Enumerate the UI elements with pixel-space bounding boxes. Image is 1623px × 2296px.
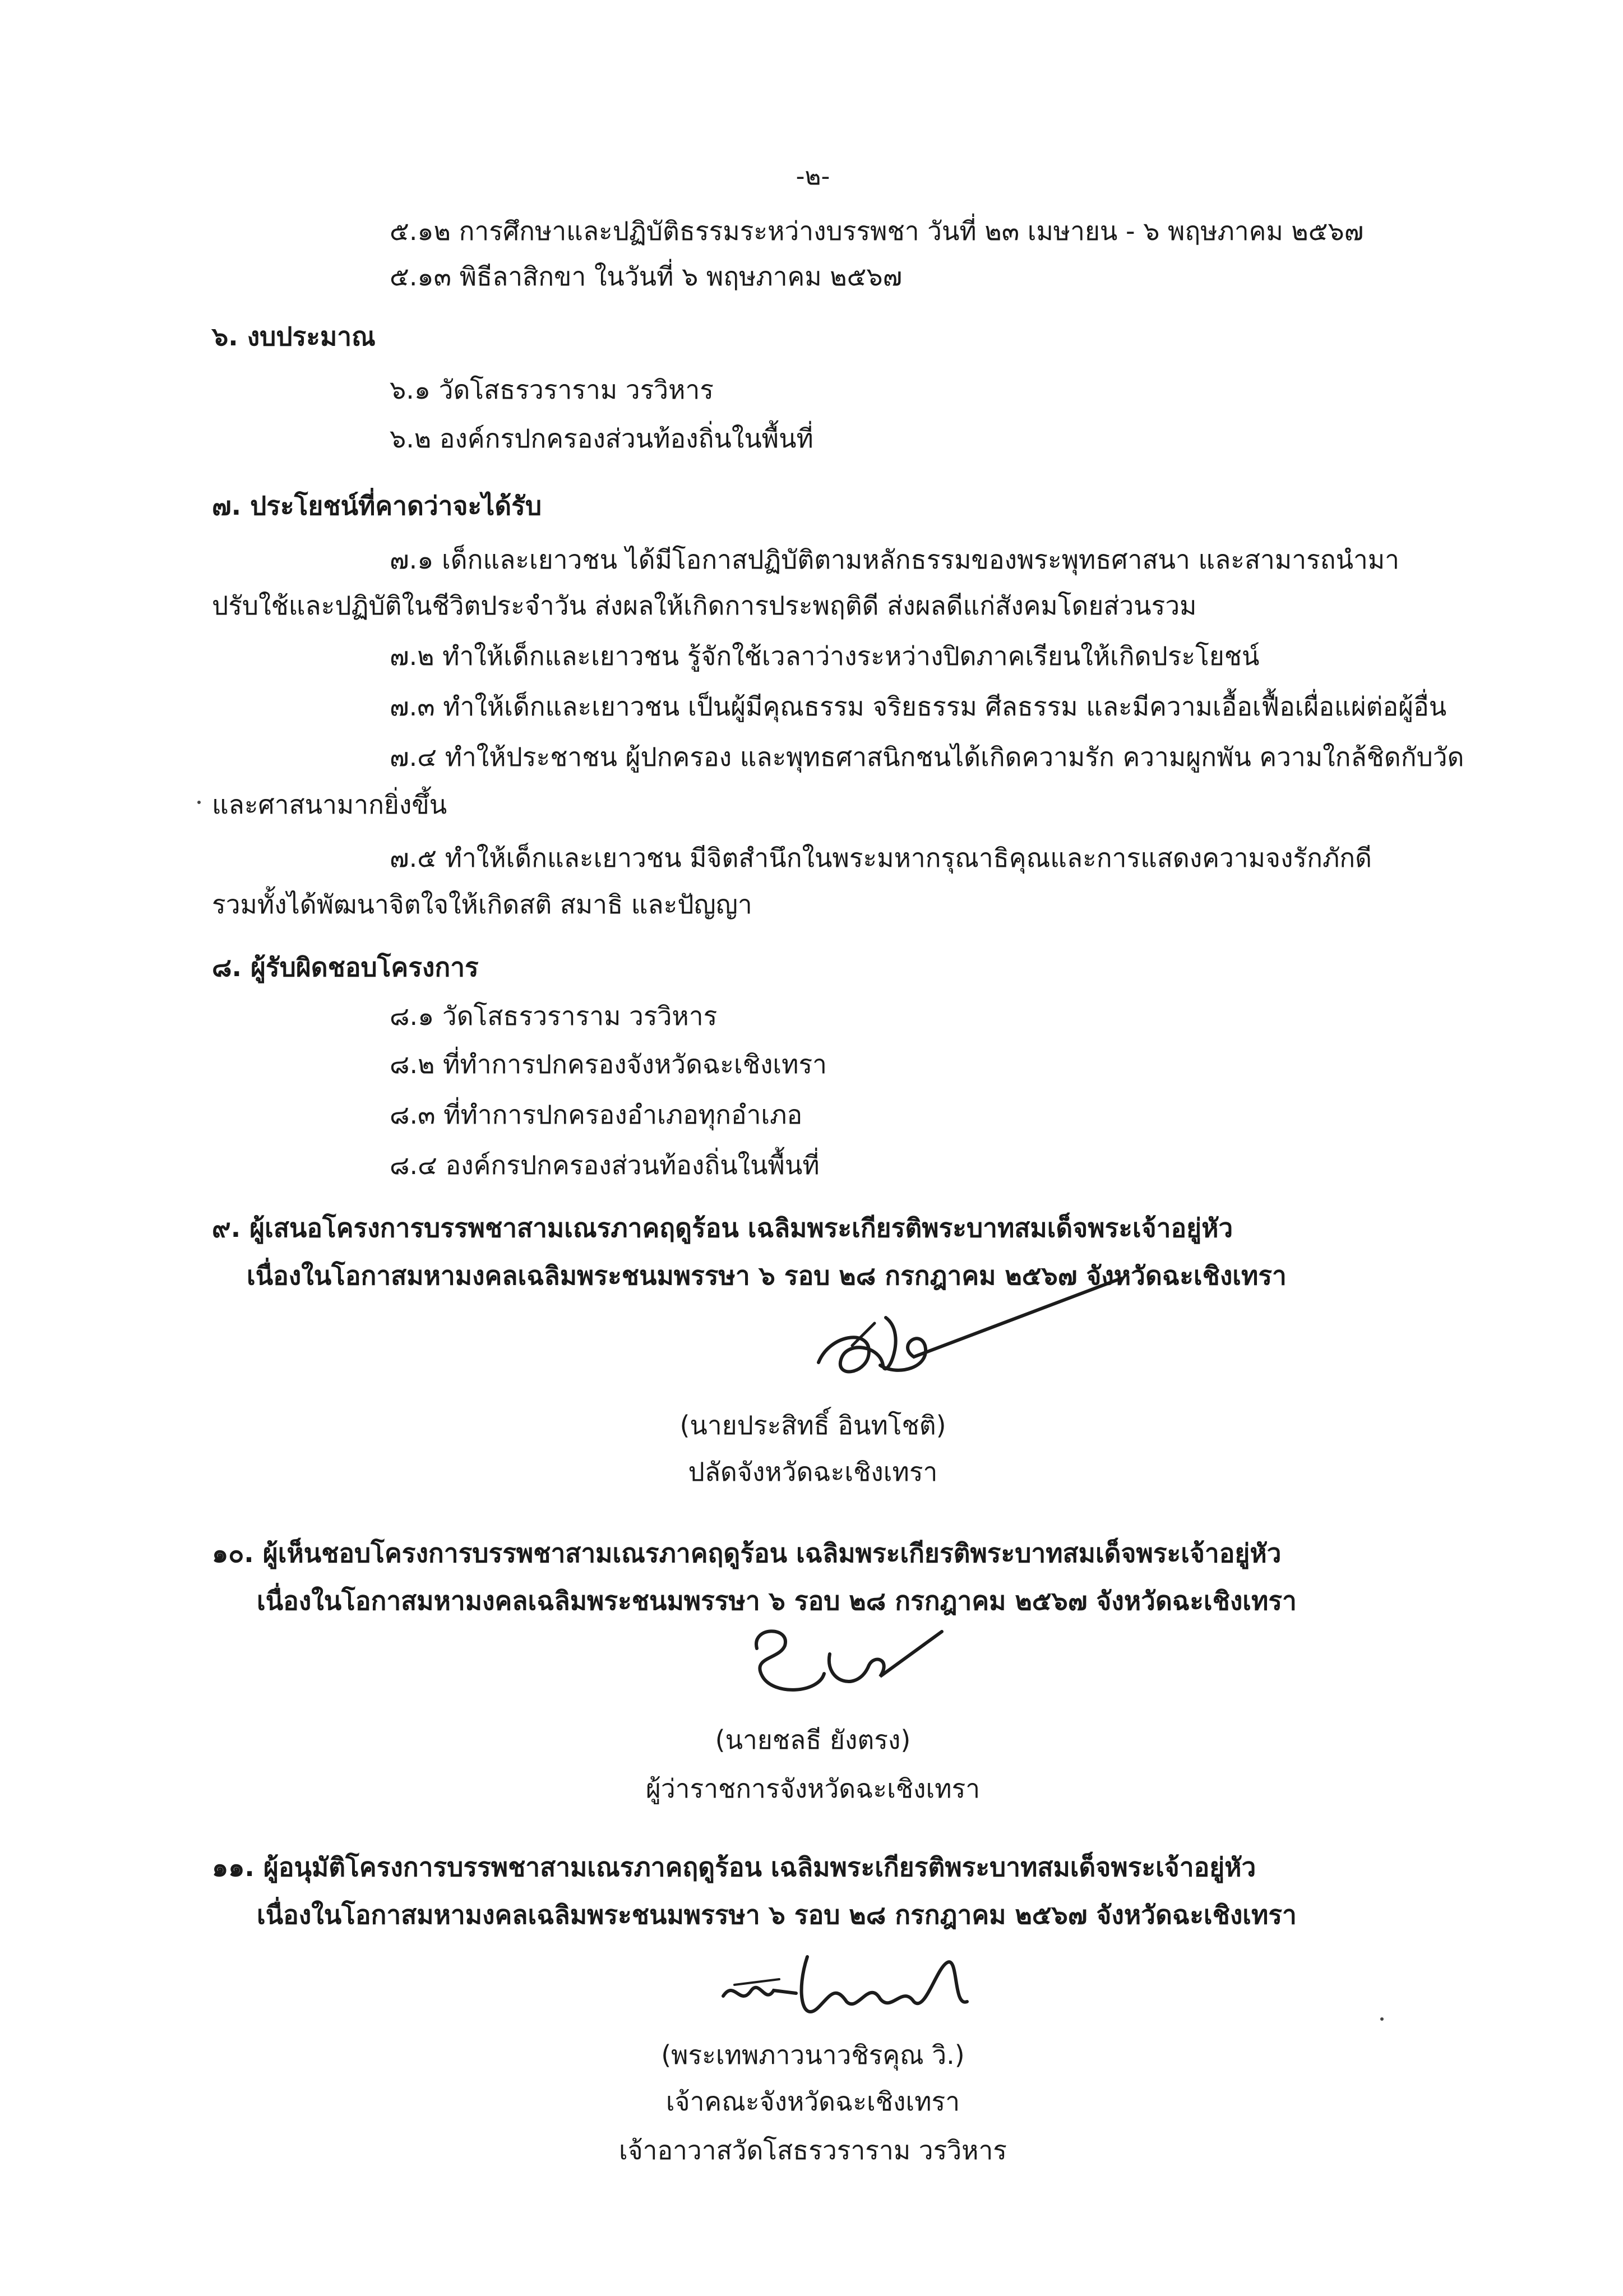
section-9-line2: เนื่องในโอกาสมหามงคลเฉลิมพระชนมพรรษา ๖ รอบ ๒๘ กรกฎาคม ๒๕๖๗ จังหวัดฉะเชิงเทรา bbox=[247, 1260, 1287, 1291]
item-8-4: ๘.๔ องค์กรปกครองส่วนท้องถิ่นในพื้นที่ bbox=[390, 1150, 820, 1180]
item-7-4-line2: และศาสนามากยิ่งขึ้น bbox=[212, 789, 447, 820]
item-7-5-line1: ๗.๕ ทำให้เด็กและเยาวชน มีจิตสำนึกในพระมหากรุณาธิคุณและการแสดงความจงรักภักดี bbox=[390, 843, 1372, 873]
scan-speck bbox=[197, 801, 201, 804]
signer-3-title-1: เจ้าคณะจังหวัดฉะเชิงเทรา bbox=[665, 2086, 960, 2117]
section-10-line2: เนื่องในโอกาสมหามงคลเฉลิมพระชนมพรรษา ๖ รอบ ๒๘ กรกฎาคม ๒๕๖๗ จังหวัดฉะเชิงเทรา bbox=[257, 1586, 1297, 1616]
signer-3-name: (พระเทพภาวนาวชิรคุณ วิ.) bbox=[661, 2040, 965, 2070]
signer-1-name: (นายประสิทธิ์ อินทโชติ) bbox=[679, 1410, 946, 1440]
item-8-3: ๘.๓ ที่ทำการปกครองอำเภอทุกอำเภอ bbox=[390, 1100, 803, 1130]
scan-speck-2 bbox=[1380, 2017, 1384, 2021]
signature-3 bbox=[712, 1946, 981, 2030]
item-7-2: ๗.๒ ทำให้เด็กและเยาวชน รู้จักใช้เวลาว่างระหว่างปิดภาคเรียนให้เกิดประโยชน์ bbox=[390, 641, 1260, 671]
item-5-12: ๕.๑๒ การศึกษาและปฏิบัติธรรมระหว่างบรรพชา วันที่ ๒๓ เมษายน - ๖ พฤษภาคม ๒๕๖๗ bbox=[390, 216, 1364, 246]
item-6-2: ๖.๒ องค์กรปกครองส่วนท้องถิ่นในพื้นที่ bbox=[390, 423, 813, 454]
item-7-4-line1: ๗.๔ ทำให้ประชาชน ผู้ปกครอง และพุทธศาสนิกชนได้เกิดความรัก ความผูกพัน ความใกล้ชิดกับวัด bbox=[390, 742, 1464, 772]
section-8-heading: ๘. ผู้รับผิดชอบโครงการ bbox=[212, 952, 479, 982]
item-6-1: ๖.๑ วัดโสธรวราราม วรวิหาร bbox=[390, 375, 714, 405]
item-8-2: ๘.๒ ที่ทำการปกครองจังหวัดฉะเชิงเทรา bbox=[390, 1049, 827, 1079]
section-6-heading: ๖. งบประมาณ bbox=[212, 321, 376, 352]
signature-1 bbox=[785, 1267, 1132, 1413]
signer-2-name: (นายชลธี ยังตรง) bbox=[715, 1725, 911, 1755]
signer-3-title-2: เจ้าอาวาสวัดโสธรวราราม วรวิหาร bbox=[618, 2135, 1007, 2165]
item-7-1-line1: ๗.๑ เด็กและเยาวชน ได้มีโอกาสปฏิบัติตามหลักธรรมของพระพุทธศาสนา และสามารถนำมา bbox=[390, 544, 1400, 575]
item-8-1: ๘.๑ วัดโสธรวราราม วรวิหาร bbox=[390, 1001, 718, 1031]
item-7-3: ๗.๓ ทำให้เด็กและเยาวชน เป็นผู้มีคุณธรรม จริยธรรม ศีลธรรม และมีความเอื้อเฟื้อเผื่อแผ่ต่อผู้อื่น bbox=[390, 691, 1447, 722]
page-number: -๒- bbox=[796, 162, 830, 191]
signature-2 bbox=[740, 1615, 953, 1710]
item-5-13: ๕.๑๓ พิธีลาสิกขา ในวันที่ ๖ พฤษภาคม ๒๕๖๗ bbox=[390, 261, 903, 292]
section-7-heading: ๗. ประโยชน์ที่คาดว่าจะได้รับ bbox=[212, 491, 542, 521]
signer-1-title: ปลัดจังหวัดฉะเชิงเทรา bbox=[688, 1457, 938, 1487]
section-11-line2: เนื่องในโอกาสมหามงคลเฉลิมพระชนมพรรษา ๖ รอบ ๒๘ กรกฎาคม ๒๕๖๗ จังหวัดฉะเชิงเทรา bbox=[257, 1900, 1297, 1930]
section-9-line1: ๙. ผู้เสนอโครงการบรรพชาสามเณรภาคฤดูร้อน เฉลิมพระเกียรติพระบาทสมเด็จพระเจ้าอยู่หัว bbox=[212, 1213, 1233, 1243]
section-10-line1: ๑๐. ผู้เห็นชอบโครงการบรรพชาสามเณรภาคฤดูร้อน เฉลิมพระเกียรติพระบาทสมเด็จพระเจ้าอยู่หัว bbox=[212, 1538, 1282, 1568]
signer-2-title: ผู้ว่าราชการจังหวัดฉะเชิงเทรา bbox=[645, 1773, 981, 1804]
item-7-5-line2: รวมทั้งได้พัฒนาจิตใจให้เกิดสติ สมาธิ และปัญญา bbox=[212, 889, 752, 920]
section-11-line1: ๑๑. ผู้อนุมัติโครงการบรรพชาสามเณรภาคฤดูร้อน เฉลิมพระเกียรติพระบาทสมเด็จพระเจ้าอยู่หัว bbox=[212, 1852, 1256, 1882]
item-7-1-line2: ปรับใช้และปฏิบัติในชีวิตประจำวัน ส่งผลให้เกิดการประพฤติดี ส่งผลดีแก่สังคมโดยส่วนรวม bbox=[212, 590, 1197, 621]
